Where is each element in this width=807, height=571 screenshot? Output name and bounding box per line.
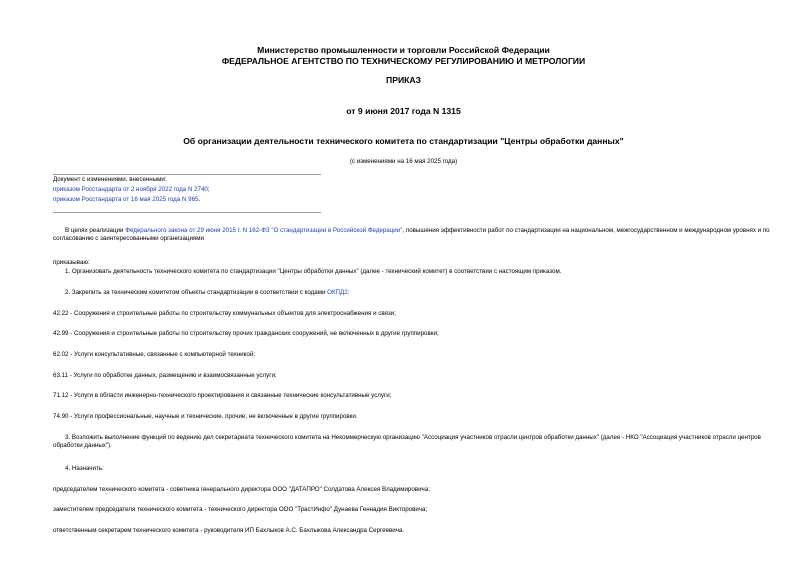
clause-4: 4. Назначить: xyxy=(65,465,104,472)
order-word: приказываю: xyxy=(53,259,90,266)
divider-bottom xyxy=(53,212,321,213)
preamble: В целях реализации Федерального закона от 29 июня 2015 г. N 162-ФЗ "О стандартизации в Российской Федерации", повышения эффективности работ по стандартизации на национальном, межгосударственном и международном уровнях и по согласованию с заинтересованными организациями xyxy=(53,227,770,243)
clause-2: 2. Закрепить за техническим комитетом объекты стандартизации в соответствии с кодами ОКПД2: xyxy=(65,289,350,296)
code-item: 74.90 - Услуги профессиональные, научные и технические, прочие, не включенные в другие группировки. xyxy=(53,413,358,420)
code-item: 62.02 - Услуги консультативные, связанные с компьютерной техникой; xyxy=(53,351,256,358)
document-type: ПРИКАЗ xyxy=(386,75,421,85)
appointment-item: заместителем председателя технического комитета - технического директора ООО "ТрастИнфо" Дунаева Геннадия Викторовича; xyxy=(53,506,428,513)
amendment-link[interactable]: приказом Росстандарта от 16 мая 2025 года N 965 xyxy=(53,196,199,203)
okpd2-link[interactable]: ОКПД2 xyxy=(327,289,348,296)
appointment-item: ответственным секретарем технического комитета - руководителя ИП Бахлыков А.С. Бахлыкова Александра Сергеевича. xyxy=(53,527,405,534)
federal-law-link[interactable]: Федерального закона от 29 июня 2015 г. N 162-ФЗ "О стандартизации в Российской Федерации" xyxy=(125,227,403,234)
amendment-item: приказом Росстандарта от 2 ноября 2022 года N 2740; xyxy=(53,186,210,193)
code-item: 42.99 - Сооружения и строительные работы по строительству прочих гражданских сооружений, не включенных в другие группировки; xyxy=(53,330,439,337)
changes-note: (с изменениями на 16 мая 2025 года) xyxy=(349,158,458,165)
agency-name: ФЕДЕРАЛЬНОЕ АГЕНТСТВО ПО ТЕХНИЧЕСКОМУ РЕГУЛИРОВАНИЮ И МЕТРОЛОГИИ xyxy=(221,56,586,66)
code-item: 71.12 - Услуги в области инженерно-технического проектирования и связанные технические консультативные услуги; xyxy=(53,392,392,399)
amendments-intro: Документ с изменениями, внесенными: xyxy=(53,176,167,183)
divider-top xyxy=(53,174,321,175)
code-item: 63.11 - Услуги по обработке данных, размещению и взаимосвязанные услуги; xyxy=(53,372,277,379)
code-item: 42.22 - Сооружения и строительные работы по строительству коммунальных объектов для электроснабжения и связи; xyxy=(53,310,396,317)
amendment-item: приказом Росстандарта от 16 мая 2025 года N 965. xyxy=(53,196,201,203)
amendment-link[interactable]: приказом Росстандарта от 2 ноября 2022 года N 2740 xyxy=(53,186,208,193)
clause-1: 1. Организовать деятельность технического комитета по стандартизации "Центры обработки данных" (далее - технический комитет) в соответствии с настоящим приказом. xyxy=(65,268,562,275)
document-title: Об организации деятельности технического комитета по стандартизации "Центры обработки данных" xyxy=(183,136,624,146)
ministry-name: Министерство промышленности и торговли Российской Федерации xyxy=(257,45,550,55)
appointment-item: председателем технического комитета - советника генерального директора ООО "ДАТАПРО" Солдатова Алексея Владимировича; xyxy=(53,486,430,493)
document-date: от 9 июня 2017 года N 1315 xyxy=(346,106,461,116)
clause-3: 3. Возложить выполнение функций по ведению дел секретариата технического комитета на Некоммерческую организацию "Ассоциация участников отрасли центров обработки данных" (далее - НКО "Ассоциация участников отрасли центров обработки данных"). xyxy=(53,434,761,450)
